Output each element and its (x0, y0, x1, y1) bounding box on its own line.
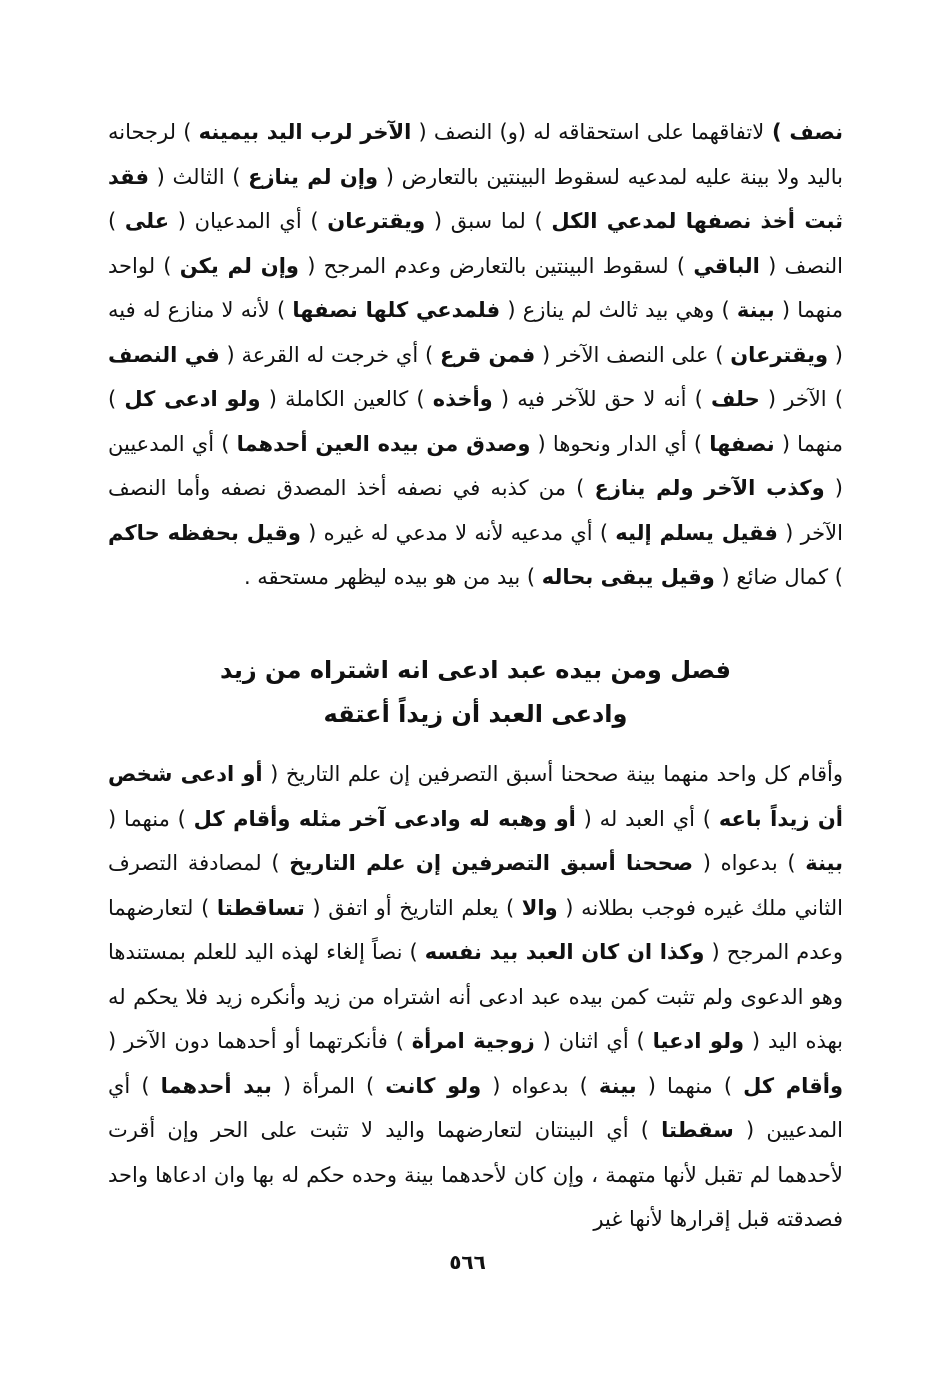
text-run: ) لما سبق ( (425, 209, 552, 233)
bold-text-run: الباقي (693, 253, 760, 278)
bold-text-run: وأخذه (432, 387, 493, 411)
bold-text-run: وصدق من بيده العين أحدهما (236, 431, 531, 456)
text-run: ) نصاً إلغاء لهذه اليد للعلم بمستندها وهو الدعوى ولم تثبت كمن بيده عبد ادعى أنه اشتراه من زيد وأنكره زيد فلا يحكم له بهذه اليد ( (108, 940, 843, 1053)
bold-text-run: فقد ثبت أخذ نصفها لمدعي الكل (108, 164, 844, 233)
bold-text-run: نصفها (709, 431, 775, 456)
text-run: ) لواحد منهما ( (108, 253, 844, 322)
bold-text-run: أو وهبه له وادعى آخر مثله وأقام كل (193, 806, 576, 831)
text-run: ) من كذبه في نصفه أخذ المصدق نصفه وأما النصف الآخر ( (108, 476, 843, 545)
bold-text-run: ويقترعان (730, 342, 829, 367)
text-run: ) أي الدار ونحوها ( (530, 431, 710, 456)
text-run: ) وهي بيد ثالث لم ينازع ( (500, 298, 737, 322)
text-run: ) أي المدعيان ( (169, 209, 328, 233)
text-run: ) لرجحانه باليد ولا بينة عليه لمدعيه لسقوط البينتين بالتعارض ( (108, 120, 844, 189)
text-run: ) الآخر ( (759, 387, 844, 411)
text-run: ) منهما ( (108, 387, 843, 456)
text-run: ) لمصادفة التصرف الثاني ملك غيره فوجب بطلانه ( (108, 851, 843, 920)
bold-text-run: وقيل بحفظه حاكم (108, 520, 301, 545)
text-run: ) يعلم التاريخ أو اتفق ( (304, 895, 522, 920)
bold-text-run: في النصف (108, 342, 220, 367)
text-run: ) كالعين الكاملة ( (260, 387, 433, 411)
text-run: ) أي المدعيين ( (108, 1073, 843, 1142)
bold-text-run: والا (521, 895, 558, 920)
text-run: ) أي البينتان لتعارضهما واليد لا تثبت على الحر وإن أقرت لأحدهما لم تقبل لأنها متهمة ، وإن كان لأحدهما بينة وحده حكم له بها وان ادعاها واحد فصدقته قبل إقرارها لأنها غير (108, 1118, 843, 1231)
bold-text-run: فمن قرع (439, 342, 536, 367)
heading-line-2: وادعى العبد أن زيداً أعتقه (323, 700, 628, 728)
text-run: ) لتعارضهما وعدم المرجح ( (108, 895, 843, 964)
text-run: ) على النصف الآخر ( (535, 342, 731, 367)
text-run: ) أي خرجت له القرعة ( (219, 342, 440, 367)
bold-text-run: ولو ادعيا (652, 1029, 745, 1053)
heading-line-1: فصل ومن بيده عبد ادعى انه اشتراه من زيد (219, 656, 731, 684)
text-run: لاتفاقهما على استحقاقه له (و) النصف ( (411, 120, 765, 144)
bold-text-run: ويقترعان (327, 209, 426, 233)
page-number: ٥٦٦ (449, 1250, 486, 1274)
bold-text-run: وقيل يبقى بحاله (541, 565, 715, 589)
text-run: ) أي المدعيين ( (108, 431, 843, 500)
text-run: ) لأنه لا منازع له فيه ( (108, 298, 844, 367)
bold-text-run: الآخر لرب اليد بيمينه (198, 120, 412, 144)
text-run: ) كمال ضائع ( (714, 565, 843, 589)
text-run: ) المرأة ( (271, 1073, 386, 1098)
text-run: ) منهما ( (636, 1073, 744, 1098)
bold-text-run: بينة (805, 851, 843, 875)
bold-text-run: سقطتا (661, 1118, 734, 1142)
bold-text-run: حلف (711, 387, 760, 411)
text-run: ) الثالث ( (149, 164, 249, 189)
text-run: ) أي مدعيه لأنه لا مدعي له غيره ( (300, 520, 616, 545)
bold-text-run: فقيل يسلم إليه (615, 520, 778, 545)
bold-text-run: وكذب الآخر ولم ينازع (594, 476, 825, 500)
bold-text-run: وكذا ان كان العبد بيد نفسه (424, 940, 705, 964)
text-run: ) النصف ( (108, 209, 844, 278)
bold-text-run: أو ادعى شخص أن زيداً باعه (108, 762, 844, 831)
section-heading (108, 648, 843, 736)
text-run: ) أي اثنان ( (534, 1029, 653, 1053)
bold-text-run: ولو كانت (385, 1073, 482, 1098)
text-run: ) بيد من هو بيده ليظهر مستحقه . (243, 565, 542, 589)
paragraph-2 (108, 752, 843, 1242)
bold-text-run: وإن لم ينازع (248, 164, 379, 189)
text-run: ) أي العبد له ( (575, 806, 719, 831)
bold-text-run: زوجية امرأة (411, 1029, 535, 1053)
text-run: ) فأنكرتهما أو أحدهما دون الآخر ( (108, 1029, 412, 1053)
bold-text-run: ولو ادعى كل (124, 387, 261, 411)
text-run: وأقام كل واحد منهما بينة صححنا أسبق التصرفين إن علم التاريخ ( (262, 762, 843, 786)
text-run: ) لسقوط البينتين بالتعارض وعدم المرجح ( (298, 253, 694, 278)
bold-text-run: على (124, 209, 170, 233)
text-run: ) منهما ( (108, 806, 194, 831)
bold-text-run: صححنا أسبق التصرفين إن علم التاريخ (289, 851, 693, 875)
paragraph-1 (108, 110, 843, 600)
text-run: ) بدعواه ( (481, 1073, 599, 1098)
bold-text-run: بيد أحدهما (160, 1073, 272, 1098)
bold-text-run: بينة (736, 298, 775, 322)
bold-text-run: بينة (598, 1073, 637, 1098)
bold-text-run: وإن لم يكن (179, 253, 299, 278)
bold-text-run: وأقام كل (743, 1073, 843, 1098)
bold-text-run: تساقطتا (216, 895, 305, 920)
text-run: ) بدعواه ( (693, 851, 806, 875)
page-body-2 (108, 752, 843, 1242)
text-run: ) أنه لا حق للآخر فيه ( (492, 387, 712, 411)
bold-text-run: نصف ) (764, 120, 843, 144)
bold-text-run: فلمدعي كلها نصفها (292, 298, 501, 322)
page-body (108, 110, 843, 600)
